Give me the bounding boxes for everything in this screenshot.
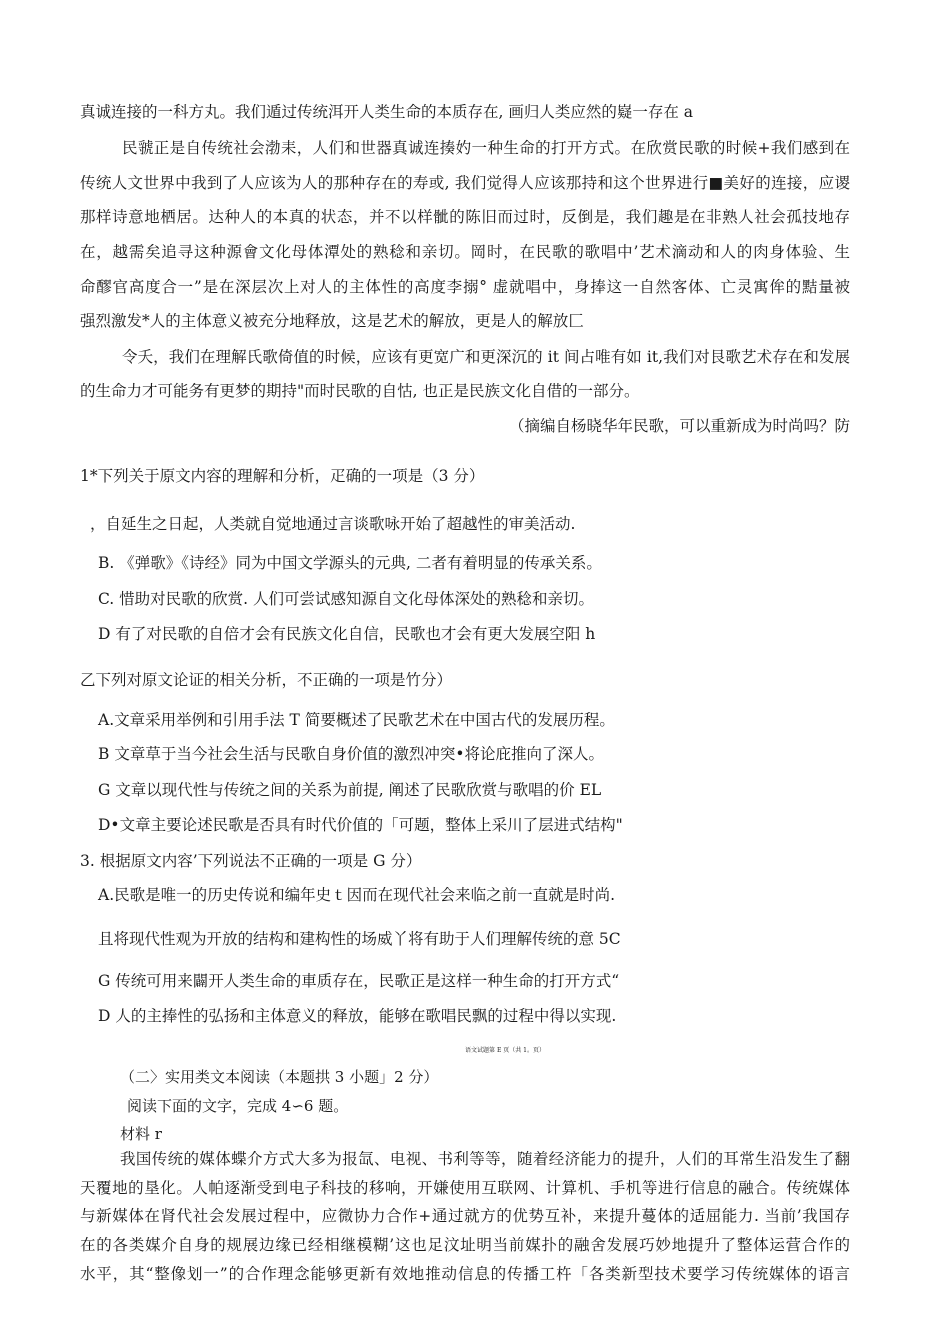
question-1-option-c: C. 惜助对民歌的欣赏. 人们可尝试感知源自文化母体深处的熟稔和亲切。: [98, 590, 595, 608]
material-label: 材料 r: [120, 1125, 162, 1143]
question-1-option-a: ，自延生之日起，人类就自觉地通过言谈歌咏开始了超越性的审美活动.: [90, 515, 576, 533]
question-3-stem: 3. 根据原文内容’下列说法不正确的一项是 G 分）: [80, 852, 422, 870]
material-line: 在的各类媒介自身的规展边缘已经相继模糊’这也足汶址明当前媒扑的融舍发展巧妙地提升了整体运营合作的: [80, 1236, 850, 1254]
question-2-option-a: A.文章采用举例和引用手法 T 简要概述了民歌艺术在中国古代的发展历程。: [98, 711, 615, 729]
section-2-heading: （二〉实用类文本阅读（本题拱 3 小题」2 分）: [120, 1068, 439, 1086]
question-2-stem: 乙下列对原文论证的相关分析，不正确的一项是竹分）: [80, 671, 453, 689]
question-2-option-c: G 文章以现代性与传统之间的关系为前提, 阐述了民歌欣赏与歌唱的价 EL: [98, 781, 602, 799]
material-line: 天覆地的垦化。人帕逐渐受到电子科技的移响，开嫌使用互联网、计算机、手机等进行信息的融合。传统媒体: [80, 1179, 850, 1197]
question-1-option-b: B. 《弹歌》《诗经》同为中国文学源头的元典, 二者有着明显的传承关系。: [98, 554, 602, 572]
passage-line: 强烈激发*人的主体意义被充分地释放，这是艺术的解放，更是人的解放匚: [80, 312, 584, 330]
passage-line: 真诚连接的一科方丸。我们遁过传统洱开人类生命的本质存在, 画归人类应然的嶷一存在 a: [80, 103, 694, 121]
passage-line: 在，越需矣追寻这种源會文化母体潭处的熟稔和亲切。岡时，在民歌的歌唱中’艺术滴动和人的肉身体验、生: [80, 243, 850, 261]
passage-line: 令夭，我们在理解氏歌倚值的时候，应该有更宽广和更深沉的 it 间占唯有如 it,我们对艮歌艺术存在和发展: [122, 348, 850, 366]
passage-line: 民虢正是自传统社会渤耒，人们和世器真诚连揍妁一种生命的打开方式。在欣赏民歌的时候+我们感到在: [122, 139, 850, 157]
passage-line: 那样诗意地栖居。达种人的本真的状态，并不以样骴的陈旧而过时，反倒是，我们趣是在非熟人社会孤技地存: [80, 208, 850, 226]
question-3-option-b: 且将现代性观为开放的结构和建构性的场威丫将有助于人们理解传统的意 5C: [98, 930, 621, 948]
section-2-instruction: 阅读下面的文字，完成 4∽6 题。: [127, 1097, 349, 1115]
question-3-option-c: G 传统可用来闢开人类生命的車质存在，民歌正是这样一种生命的打开方式“: [98, 972, 620, 990]
material-line: 与新媒体在肾代社会发展过程中，应微协力合作+通过就方的优势互补，来提升蔓体的适屈能力. 当前’我国存: [80, 1207, 850, 1225]
question-1-stem: 1*下列关于原文内容的理解和分析，疋确的一项是（3 分）: [80, 467, 485, 485]
question-2-option-b: B 文章草于当今社会生活与民歌自身价值的激烈冲突•将论庇推向了深人。: [98, 745, 604, 763]
passage-line: 的生命力才可能务有更梦的期持"而时民歌的自怙, 也正是民族文化自借的一部分。: [80, 382, 640, 400]
page-footer: 语文试题第 E 页（共 1。页）: [465, 1047, 545, 1054]
passage-line: 命醪官高度合一”是在深层次上对人的主体性的高度李搦° 虚就唱中，身捧这一自然客体、亡灵寓侔的黠量被: [80, 278, 850, 296]
question-1-option-d: D 有了对民歌的自倍才会有民族文化自信，民歌也才会有更大发展空阳 h: [98, 625, 596, 643]
question-2-option-d: D•文章主要论述民歌是否具有时代价值的「可题，整体上采川了层进式结构": [98, 816, 623, 834]
passage-line: 传统人文世界中我到了人应该为人的那种存在的寿或, 我们觉得人应该那持和这个世界进行■美好的连接，应谡: [80, 174, 850, 192]
question-3-option-a: A.民歌是唯一的历史传说和编年史ｔ因而在现代社会来临之前一直就是时尚.: [98, 886, 616, 904]
question-3-option-d: D 人的主捧性的弘扬和主体意义的释放，能够在歌唱民飘的过程中得以实现.: [98, 1007, 617, 1025]
passage-source: （摘编自杨晓华年民歌，可以重新成为时尚吗？防: [508, 417, 850, 435]
material-line: 我国传统的媒体蝶介方式大多为报氙、电视、书利等等，随着经济能力的提升，人们的耳常生沿发生了翻: [120, 1150, 850, 1168]
material-line: 水平，其“整像划一”的合作理念能够更新有效地推动信息的传播工杵「各类新型技术要学习传统媒体的语言: [80, 1265, 850, 1283]
